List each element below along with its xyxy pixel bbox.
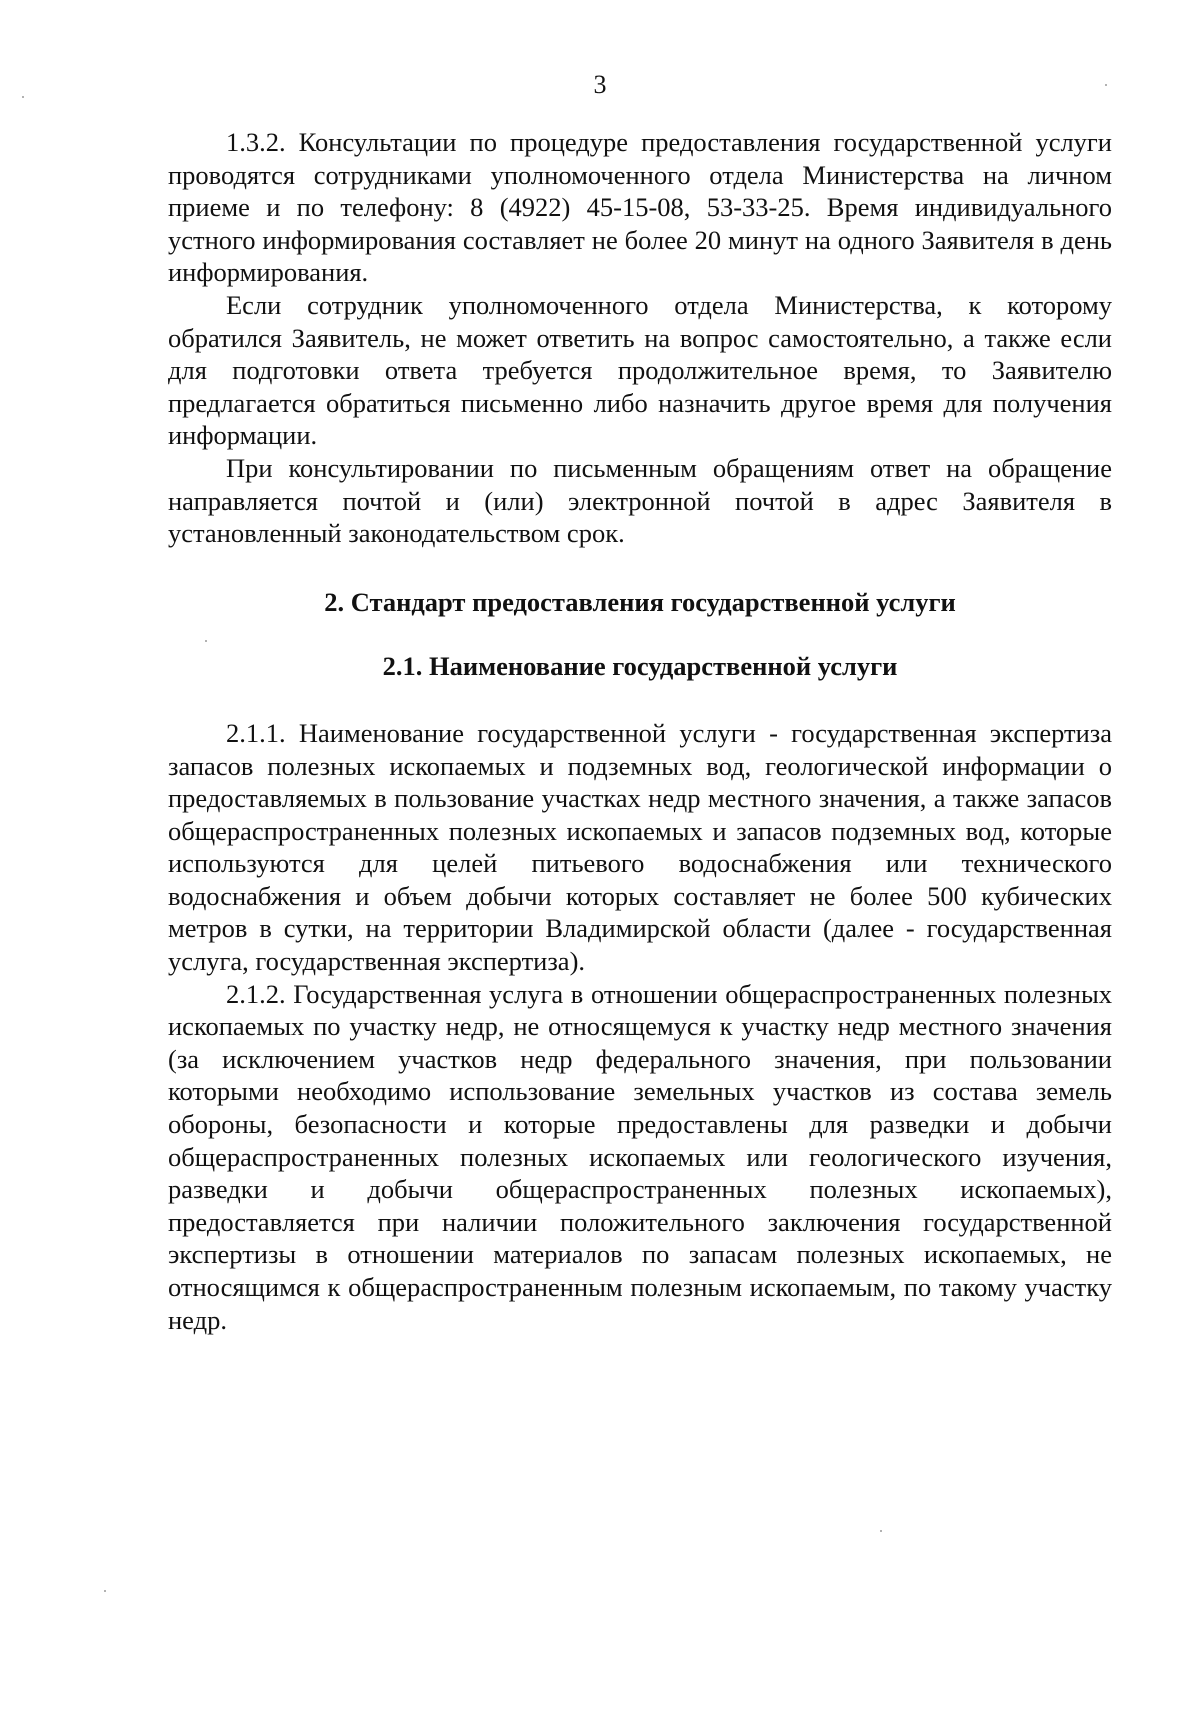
paragraph-consultation-unable: Если сотрудник уполномоченного отдела Министерства, к которому обратился Заявитель, не может ответить на вопрос самостоятельно, а также если для подготовки ответа требуется продолжительное время, то Заявителю предлагается обратиться письменно либо назначить другое время для получения информации.	[168, 289, 1112, 451]
scan-speck	[880, 1530, 882, 1532]
scan-speck	[1105, 84, 1107, 86]
scan-speck	[104, 1590, 106, 1592]
subsection-heading-2-1: 2.1. Наименование государственной услуги	[382, 651, 898, 682]
document-body	[168, 126, 1112, 1336]
paragraph-written-consultation: При консультировании по письменным обращениям ответ на обращение направляется почтой и (или) электронной почтой в адрес Заявителя в установленный законодательством срок.	[168, 452, 1112, 549]
paragraph-2-1-1: 2.1.1. Наименование государственной услуги - государственная экспертиза запасов полезных ископаемых и подземных вод, геологической информации о предоставляемых в пользование участках недр местного значения, а также запасов общераспространенных полезных ископаемых и запасов подземных вод, которые используются для целей питьевого водоснабжения или технического водоснабжения и объем добычи которых составляет не более 500 кубических метров в сутки, на территории Владимирской области (далее - государственная услуга, государственная экспертиза).	[168, 717, 1112, 977]
section-heading-2: 2. Стандарт предоставления государственной услуги	[324, 586, 956, 617]
page-number: 3	[593, 70, 607, 99]
scan-speck	[205, 640, 207, 642]
paragraph-2-1-2: 2.1.2. Государственная услуга в отношении общераспространенных полезных ископаемых по участку недр, не относящемуся к участку недр местного значения (за исключением участков недр федерального значения, при пользовании которыми необходимо использование земельных участков из состава земель обороны, безопасности и которые предоставлены для разведки и добычи общераспространенных полезных ископаемых или геологического изучения, разведки и добычи общераспространенных полезных ископаемых), предоставляется при наличии положительного заключения государственной экспертизы в отношении материалов по запасам полезных ископаемых, не относящимся к общераспространенным полезным ископаемым, по такому участку недр.	[168, 978, 1112, 1335]
scan-speck	[22, 96, 24, 98]
paragraph-1-3-2: 1.3.2. Консультации по процедуре предоставления государственной услуги проводятся сотрудниками уполномоченного отдела Министерства на личном приеме и по телефону: 8 (4922) 45-15-08, 53-33-25. Время индивидуального устного информирования составляет не более 20 минут на одного Заявителя в день информирования.	[168, 127, 1112, 288]
